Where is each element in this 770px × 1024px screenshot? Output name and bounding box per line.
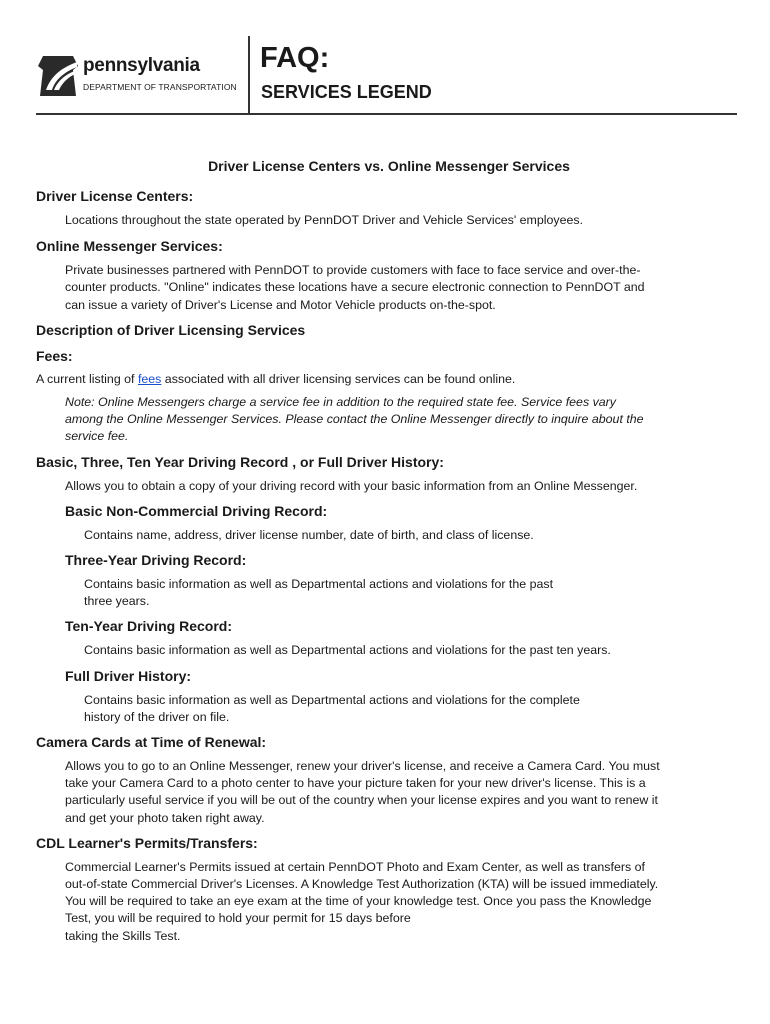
text-three-year-record	[0, 576, 770, 610]
logo-wordmark: pennsylvania	[83, 55, 200, 76]
heading-driver-license-centers: Driver License Centers:	[36, 188, 194, 204]
text-line: You will be required to take an eye exam at the time of your knowledge test. Once you pass the Knowledge	[65, 894, 652, 909]
text-line: among the Online Messenger Services. Please contact the Online Messenger directly to inquire about the	[65, 412, 644, 427]
heading-fees: Fees:	[36, 347, 73, 364]
heading-camera-cards: Camera Cards at Time of Renewal:	[36, 734, 267, 751]
heading-description: Description of Driver Licensing Services	[36, 321, 306, 338]
text-full-driver-history	[0, 692, 770, 726]
text-line: service fee.	[65, 429, 129, 444]
page-subtitle: SERVICES LEGEND	[261, 82, 432, 102]
page-header	[0, 0, 770, 120]
heading-online-messenger: Online Messenger Services:	[36, 238, 223, 255]
section-main-title: Driver License Centers vs. Online Messenger Services	[208, 158, 570, 174]
fees-suffix: associated with all driver licensing services can be found online.	[161, 371, 516, 386]
header-horizontal-divider	[36, 113, 737, 115]
text-line: Test, you will be required to hold your permit for 15 days before	[65, 911, 411, 926]
penndot-logo	[37, 52, 237, 102]
text-line: Contains basic information as well as Departmental actions and violations for the complete	[84, 692, 580, 707]
text-line: out-of-state Commercial Driver's Licenses. A Knowledge Test Authorization (KTA) will be issued immediately.	[65, 877, 659, 892]
text-line: Private businesses partnered with PennDOT to provide customers with face to face service and over-the-	[65, 263, 641, 278]
text-cdl-permits	[0, 859, 770, 945]
fees-prefix: A current listing of	[36, 371, 138, 386]
text-line: Contains basic information as well as Departmental actions and violations for the past	[84, 577, 554, 592]
text-line: counter products. "Online" indicates these locations have a secure electronic connection to PennDOT and	[65, 280, 645, 295]
text-line: can issue a variety of Driver's License and Motor Vehicle products on-the-spot.	[65, 297, 496, 312]
logo-department: DEPARTMENT OF TRANSPORTATION	[83, 82, 237, 92]
document-body	[0, 156, 770, 945]
heading-three-year-record: Three-Year Driving Record:	[65, 552, 247, 569]
heading-full-driver-history: Full Driver History:	[65, 667, 192, 684]
page-title: FAQ:	[260, 42, 330, 74]
heading-driving-record: Basic, Three, Ten Year Driving Record , or Full Driver History:	[36, 453, 444, 470]
text-line: taking the Skills Test.	[65, 928, 181, 943]
text-online-messenger	[0, 262, 770, 314]
text-line: Note: Online Messengers charge a service fee in addition to the required state fee. Service fees vary	[65, 395, 616, 410]
fees-link[interactable]: fees	[137, 371, 162, 386]
text-line: and get your photo taken right away.	[65, 810, 265, 825]
text-driver-license-centers: Locations throughout the state operated by PennDOT Driver and Vehicle Services' employees.	[65, 213, 584, 227]
heading-cdl-permits: CDL Learner's Permits/Transfers:	[36, 834, 258, 851]
fees-note	[0, 394, 770, 446]
text-driving-record: Allows you to obtain a copy of your driving record with your basic information from an Online Messenger.	[65, 478, 638, 493]
text-line: take your Camera Card to a photo center to have your picture taken for your new driver's license. This is a	[65, 776, 646, 791]
text-fees	[0, 371, 770, 388]
text-line: three years.	[84, 594, 150, 609]
text-line: Allows you to go to an Online Messenger, renew your driver's license, and receive a Camera Card. You must	[65, 759, 660, 774]
text-camera-cards	[0, 758, 770, 827]
header-vertical-divider	[248, 36, 250, 114]
text-line: Commercial Learner's Permits issued at certain PennDOT Photo and Exam Center, as well as transfers of	[65, 859, 645, 874]
heading-ten-year-record: Ten-Year Driving Record:	[65, 618, 233, 635]
text-ten-year-record: Contains basic information as well as Departmental actions and violations for the past ten years.	[84, 643, 611, 658]
text-line: particularly useful service if you will be out of the country when your license expires and you want to renew it	[65, 793, 658, 808]
heading-basic-record: Basic Non-Commercial Driving Record:	[65, 502, 328, 519]
text-line: history of the driver on file.	[84, 709, 230, 724]
keystone-icon	[37, 54, 79, 98]
text-basic-record: Contains name, address, driver license number, date of birth, and class of license.	[84, 527, 534, 542]
